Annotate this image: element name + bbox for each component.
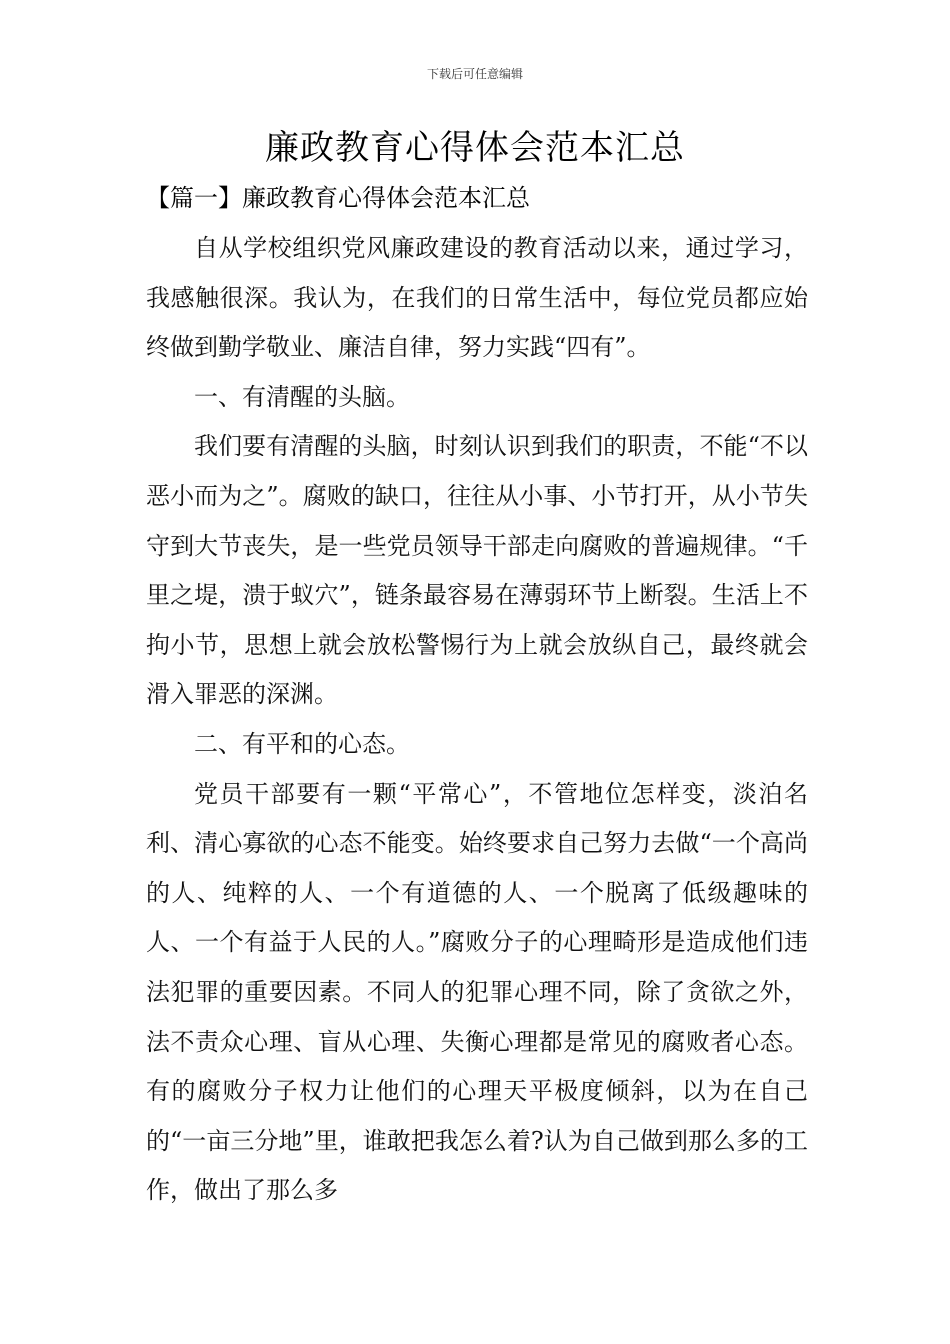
header-note: 下载后可任意编辑 (426, 67, 523, 81)
subheading-calm-attitude: 二、有平和的心态。 (194, 729, 410, 758)
document-title: 廉政教育心得体会范本汇总 (265, 128, 685, 168)
paragraph-intro: 自从学校组织党风廉政建设的教育活动以来，通过学习，我感触很深。我认为，在我们的日常生活中，每位党员都应始终做到勤学敬业、廉洁自律，努力实践“四有”。 (146, 234, 808, 362)
paragraph-calm-attitude: 党员干部要有一颗“平常心”，不管地位怎样变，淡泊名利、清心寡欲的心态不能变。始终要求自己努力去做“一个高尚的人、纯粹的人、一个有道德的人、一个脱离了低级趣味的人、一个有益于人民的人。”腐败分子的心理畸形是造成他们违法犯罪的重要因素。不同人的犯罪心理不同，除了贪欲之外，法不责众心理、盲从心理、失衡心理都是常见的腐败者心态。有的腐败分子权力让他们的心理天平极度倾斜，以为在自己的“一亩三分地”里，谁敢把我怎么着?认为自己做到那么多的工作，做出了那么多 (146, 779, 808, 1205)
body-text (146, 224, 808, 1216)
subheading-clear-mind: 一、有清醒的头脑。 (194, 382, 410, 411)
paragraph-clear-mind: 我们要有清醒的头脑，时刻认识到我们的职责，不能“不以恶小而为之”。腐败的缺口，往往从小事、小节打开，从小节失守到大节丧失，是一些党员领导干部走向腐败的普遍规律。“千里之堤，溃于蚁穴”，链条最容易在薄弱环节上断裂。生活上不拘小节，思想上就会放松警惕行为上就会放纵自己，最终就会滑入罪恶的深渊。 (146, 432, 808, 709)
section-heading: 【篇一】廉政教育心得体会范本汇总 (146, 184, 530, 212)
